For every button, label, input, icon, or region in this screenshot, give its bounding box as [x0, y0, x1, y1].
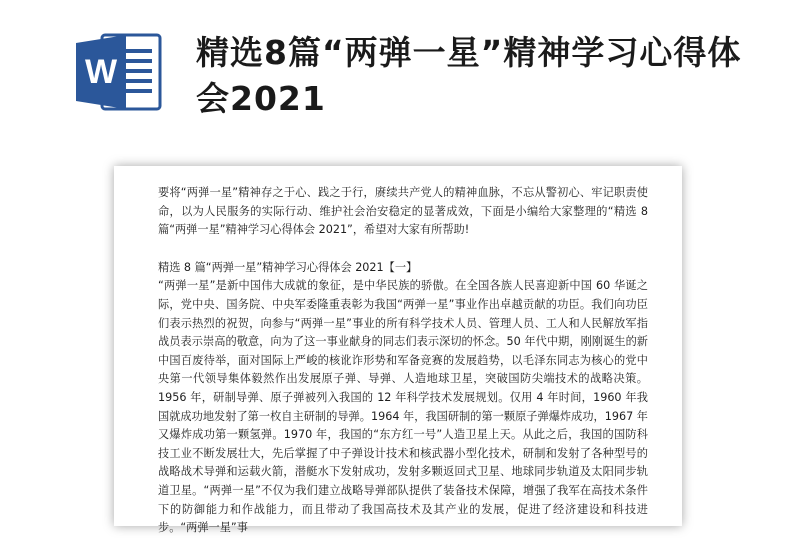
- section-heading: 精选 8 篇“两弹一星”精神学习心得体会 2021【一】: [158, 260, 418, 274]
- body-paragraph: “两弹一星”是新中国伟大成就的象征，是中华民族的骄傲。在全国各族人民喜迎新中国 60 华诞之际，党中央、国务院、中央军委隆重表彰为我国“两弹一星”事业作出卓越贡献的功臣。我们向功臣们表示热烈的祝贺，向参与“两弹一星”事业的所有科学技术人员、管理人员、工人和人民解放军指战员表示崇高的敬意，向为了这一事业献身的同志们表示深切的怀念。50 年代中期，刚刚诞生的新中国百废待举，面对国际上严峻的核讹诈形势和军备竞赛的发展趋势，以毛泽东同志为核心的党中央第一代领导集体毅然作出发展原子弹、导弹、人造地球卫星，突破国防尖端技术的战略决策。1956 年，研制导弹、原子弹被列入我国的 12 年科学技术发展规划。仅用 4 年时间，1960 年我国就成功地发射了第一枚自主研制的导弹。1964 年，我国研制的第一颗原子弹爆炸成功，1967 年又爆炸成功第一颗氢弹。1970 年，我国的“东方红一号”人造卫星上天。从此之后，我国的国防科技工业不断发展壮大，先后掌握了中子弹设计技术和核武器小型化技术，研制和发射了各种型号的战略战术导弹和运载火箭，潜艇水下发射成功，发射多颗返回式卫星、地球同步轨道及太阳同步轨道卫星。“两弹一星”不仅为我们建立战略导弹部队提供了装备技术保障，增强了我军在高技术条件下的防御能力和作战能力，而且带动了我国高技术及其产业的发展，促进了经济建设和科技进步。“两弹一星”事: [158, 279, 648, 535]
- document-page: [114, 166, 682, 535]
- intro-paragraph: 要将“两弹一星”精神存之于心、践之于行，赓续共产党人的精神血脉，不忘从警初心、牢记职责使命，以为人民服务的实际行动、维护社会治安稳定的显著成效，下面是小编给大家整理的“精选 8 篇“两弹一星”精神学习心得体会 2021”，希望对大家有所帮助!: [158, 186, 648, 237]
- document-body: [158, 184, 648, 538]
- document-header: [0, 0, 800, 160]
- word-icon-letter: W: [84, 53, 118, 91]
- page-title: 精选8篇“两弹一星”精神学习心得体会2021: [196, 33, 742, 118]
- word-document-icon: [76, 31, 164, 113]
